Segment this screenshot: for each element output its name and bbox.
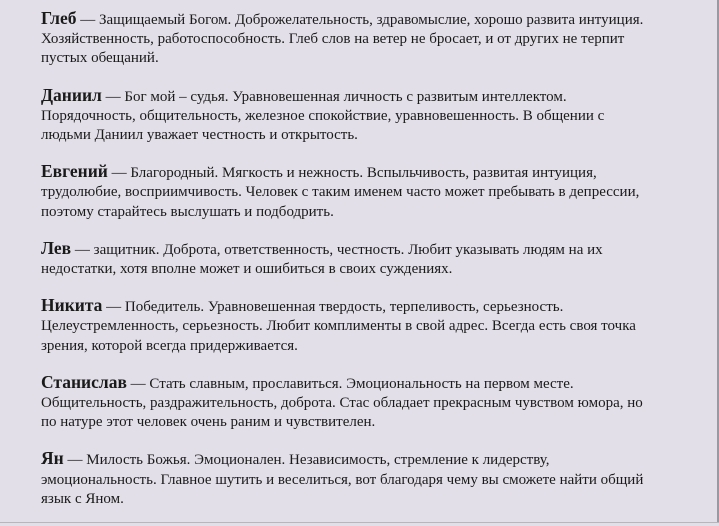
entry-daniil xyxy=(41,86,651,146)
entry-yan xyxy=(41,449,651,509)
entry-lev xyxy=(41,239,651,279)
entry-description: — Милость Божья. Эмоционален. Независимость, стремление к лидерству, эмоциональность. Главное шутить и веселиться, вот благодаря чему вы сможете найти общий язык с Яном. xyxy=(41,452,644,507)
name-meanings-list xyxy=(41,9,651,526)
entry-name: Станислав xyxy=(41,371,127,392)
entry-evgeniy xyxy=(41,162,651,222)
entry-name: Лев xyxy=(41,237,72,258)
entry-name: Ян xyxy=(41,448,64,469)
entry-name: Никита xyxy=(41,295,103,316)
entry-description: — Защищаемый Богом. Доброжелательность, здравомыслие, хорошо развита интуиция. Хозяйственность, работоспособность. Глеб слов на ветер не бросает, и от других не терпит пустых обещаний. xyxy=(41,12,644,67)
entry-description: — Победитель. Уравновешенная твердость, терпеливость, серьезность. Целеустремленность, серьезность. Любит комплименты в свой адрес. Всегда есть своя точка зрения, которой всегда придерживается. xyxy=(41,299,636,354)
entry-description: — Стать славным, прославиться. Эмоциональность на первом месте. Общительность, раздражительность, доброта. Стас обладает прекрасным чувством юмора, но по натуре этот человек очень раним и чувствителен. xyxy=(41,375,643,431)
entry-description: — защитник. Доброта, ответственность, честность. Любит указывать людям на их недостатки, хотя вполне может и ошибиться в своих суждениях. xyxy=(41,241,603,278)
entry-name: Евгений xyxy=(41,161,108,182)
entry-name: Глеб xyxy=(41,8,77,28)
entry-gleb xyxy=(41,9,651,69)
entry-description: — Бог мой – судья. Уравновешенная личность с развитым интеллектом. Порядочность, общительность, железное спокойствие, уравновешенность. В общении с людьми Даниил уважает честность и открытость. xyxy=(41,88,605,144)
entry-description: — Благородный. Мягкость и нежность. Вспыльчивость, развитая интуиция, трудолюбие, восприимчивость. Человек с таким именем часто может пребывать в депрессии, поэтому старайтесь выслушать и подбодрить. xyxy=(41,165,640,220)
entry-stanislav xyxy=(41,373,651,433)
entry-nikita xyxy=(41,296,651,356)
entry-name: Даниил xyxy=(41,84,102,105)
